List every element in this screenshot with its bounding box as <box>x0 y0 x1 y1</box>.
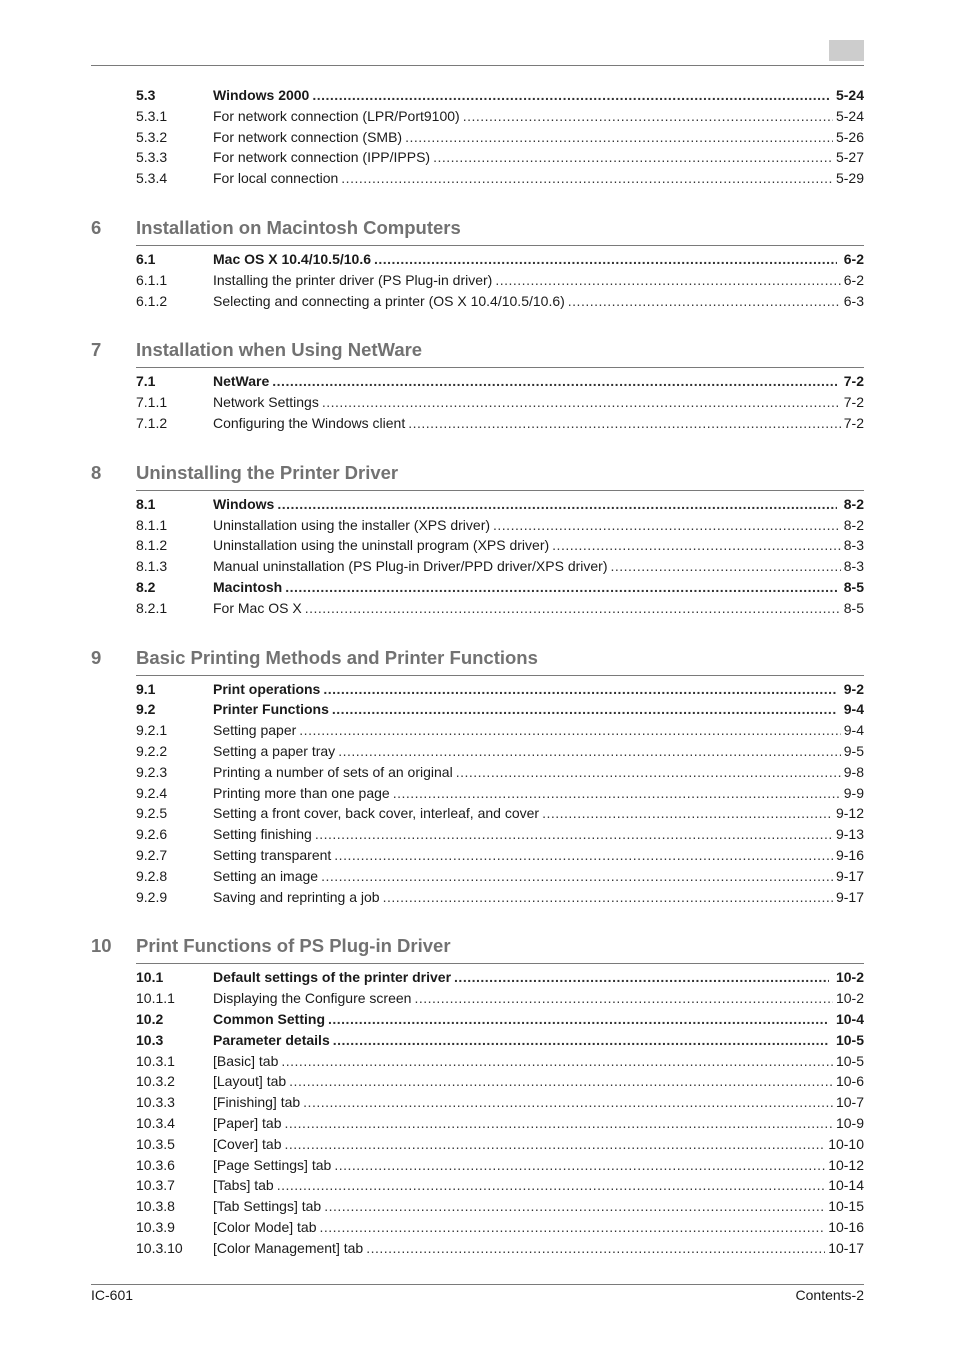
toc-entry[interactable] <box>136 866 864 886</box>
toc-entry-page: 5-29 <box>835 170 864 187</box>
chapter-rule <box>136 245 864 246</box>
toc-entry-number: 7.1 <box>136 373 156 390</box>
header-rule <box>91 65 864 66</box>
toc-entry[interactable] <box>136 1196 864 1216</box>
toc-entry-number: 10.3.8 <box>136 1198 175 1215</box>
toc-entry-number: 6.1.2 <box>136 292 168 309</box>
toc-entry-number: 9.2.6 <box>136 826 168 843</box>
toc-entry-page: 10-5 <box>835 1052 864 1069</box>
toc-entry-title: For network connection (LPR/Port9100) <box>213 107 460 124</box>
toc-entry-title: Uninstallation using the uninstall program (XPS driver) <box>213 537 550 554</box>
toc-entry-number: 10.3.1 <box>136 1052 175 1069</box>
chapter-number: 6 <box>91 217 102 238</box>
toc-entry-number: 8.2.1 <box>136 599 168 616</box>
toc-entry[interactable] <box>136 988 864 1008</box>
footer-model: IC-601 <box>91 1287 134 1303</box>
toc-entry-number: 8.1.2 <box>136 537 168 554</box>
toc-entry-number: 10.1 <box>136 969 164 986</box>
dot-leader <box>272 371 836 391</box>
toc-entry-number: 8.1.1 <box>136 516 168 533</box>
dot-leader <box>305 598 841 618</box>
dot-leader <box>552 535 841 555</box>
toc-entry-number: 10.3.4 <box>136 1115 175 1131</box>
toc-entry-number: 9.2.5 <box>136 805 168 822</box>
chapter-number: 8 <box>91 461 102 483</box>
toc-entry-number: 10.3.5 <box>136 1135 175 1152</box>
dot-leader <box>281 1051 833 1071</box>
toc-entry-title: Setting transparent <box>213 847 332 863</box>
chapter-rule <box>136 367 864 368</box>
toc-entry-title: Setting a paper tray <box>213 743 336 759</box>
toc-entry-page: 10-4 <box>835 1011 864 1027</box>
toc-entry[interactable] <box>136 741 864 761</box>
toc-entry[interactable] <box>136 598 864 618</box>
toc-entry-title: Configuring the Windows client <box>213 415 406 431</box>
toc-entry-number: 9.1 <box>136 680 156 697</box>
toc-entry-page: 6-3 <box>843 292 864 309</box>
toc-entry-page: 9-16 <box>835 847 864 863</box>
dot-leader <box>454 967 829 987</box>
toc-entry-title: Network Settings <box>213 394 319 411</box>
toc-entry-page: 9-13 <box>835 826 864 843</box>
toc-entry-title: For Mac OS X <box>213 599 302 616</box>
toc-entry-title: Printing more than one page <box>213 784 390 801</box>
dot-leader <box>315 824 833 844</box>
toc-entry-page: 8-5 <box>843 599 864 616</box>
toc-entry-number: 5.3 <box>136 87 156 103</box>
toc-entry-title: Printing a number of sets of an original <box>213 763 453 780</box>
dot-leader <box>568 291 841 311</box>
toc-entry-number: 10.3.6 <box>136 1156 175 1173</box>
toc-entry[interactable] <box>136 1113 864 1133</box>
dot-leader <box>312 85 829 105</box>
chapter-rule <box>136 963 864 964</box>
toc-entry-title: NetWare <box>213 373 270 390</box>
toc-entry[interactable] <box>136 413 864 433</box>
dot-leader <box>285 577 837 597</box>
toc-entry-page: 9-8 <box>843 763 864 780</box>
toc-entry[interactable] <box>136 1009 864 1029</box>
dot-leader <box>393 783 841 803</box>
chapter-heading[interactable] <box>91 461 864 485</box>
toc-entry-page: 10-16 <box>828 1219 864 1235</box>
toc-entry-title: [Layout] tab <box>213 1073 287 1090</box>
toc-entry-number: 9.2 <box>136 701 156 718</box>
chapter-title: Print Functions of PS Plug-in Driver <box>136 935 451 957</box>
chapter-number: 10 <box>91 935 112 957</box>
dot-leader <box>284 1134 825 1154</box>
toc-entry[interactable] <box>136 515 864 535</box>
toc-entry[interactable] <box>136 1030 864 1050</box>
toc-entry[interactable] <box>136 494 864 514</box>
toc-entry-title: Mac OS X 10.4/10.5/10.6 <box>213 251 371 267</box>
chapter-number: 9 <box>91 646 102 668</box>
toc-entry-title: Common Setting <box>213 1011 325 1027</box>
toc-entry-number: 9.2.3 <box>136 763 168 780</box>
dot-leader <box>320 1217 826 1237</box>
toc-entry-title: Default settings of the printer driver <box>213 969 452 986</box>
toc-entry[interactable] <box>136 720 864 740</box>
dot-leader <box>334 845 833 865</box>
dot-leader <box>383 887 833 907</box>
toc-entry-title: Windows 2000 <box>213 87 310 103</box>
toc-entry-page: 6-2 <box>843 251 864 267</box>
toc-entry-page: 9-17 <box>835 888 864 905</box>
toc-entry-number: 8.1.3 <box>136 558 168 575</box>
toc-entry-number: 9.2.8 <box>136 867 168 884</box>
chapter-heading[interactable] <box>91 646 864 670</box>
toc-entry[interactable] <box>136 1071 864 1091</box>
toc-entry[interactable] <box>136 1134 864 1154</box>
toc-entry[interactable] <box>136 679 864 699</box>
chapter-rule <box>136 675 864 676</box>
dot-leader <box>323 679 836 699</box>
chapter-heading[interactable] <box>91 338 864 362</box>
chapter-title: Installation on Macintosh Computers <box>136 217 461 238</box>
dot-leader <box>341 168 833 188</box>
toc-entry-title: Uninstallation using the installer (XPS driver) <box>213 516 491 533</box>
toc-entry-page: 10-7 <box>835 1094 864 1111</box>
toc-entry-page: 9-5 <box>843 743 864 759</box>
toc-entry-title: Print operations <box>213 680 321 697</box>
toc-entry-title: Manual uninstallation (PS Plug-in Driver/PPD driver/XPS driver) <box>213 558 608 575</box>
dot-leader <box>408 413 841 433</box>
footer-page-label: Contents-2 <box>795 1287 864 1303</box>
header-tab-marker <box>829 40 864 61</box>
toc-entry-number: 9.2.1 <box>136 722 168 739</box>
toc-entry-title: Setting paper <box>213 722 297 739</box>
toc-entry-title: Macintosh <box>213 579 283 595</box>
toc-entry-title: For local connection <box>213 170 339 187</box>
toc-entry-page: 10-9 <box>835 1115 864 1131</box>
toc-entry-page: 10-15 <box>828 1198 864 1215</box>
toc-entry-title: For network connection (IPP/IPPS) <box>213 149 431 166</box>
toc-entry-page: 8-5 <box>843 579 864 595</box>
toc-entry-number: 6.1.1 <box>136 271 168 288</box>
toc-entry-title: Displaying the Configure screen <box>213 990 412 1007</box>
toc-entry[interactable] <box>136 168 864 188</box>
toc-entry-page: 5-24 <box>835 87 864 103</box>
dot-leader <box>338 741 841 761</box>
toc-entry-number: 5.3.2 <box>136 128 168 145</box>
toc-entry-number: 5.3.4 <box>136 170 168 187</box>
toc-entry-number: 6.1 <box>136 251 156 267</box>
toc-entry-page: 8-2 <box>843 495 864 512</box>
toc-entry[interactable] <box>136 1092 864 1112</box>
toc-entry[interactable] <box>136 1238 864 1258</box>
toc-entry-page: 9-17 <box>835 867 864 884</box>
toc-entry-title: Setting an image <box>213 867 319 884</box>
toc-entry-number: 5.3.3 <box>136 149 168 166</box>
toc-entry[interactable] <box>136 845 864 865</box>
toc-entry-title: Saving and reprinting a job <box>213 888 380 905</box>
dot-leader <box>374 249 837 269</box>
toc-entry-page: 10-6 <box>835 1073 864 1090</box>
toc-entry-page: 8-2 <box>843 516 864 533</box>
dot-leader <box>277 1175 825 1195</box>
toc-entry-title: [Cover] tab <box>213 1135 282 1152</box>
toc-entry[interactable] <box>136 249 864 269</box>
toc-entry-page: 7-2 <box>843 394 864 411</box>
chapter-heading[interactable] <box>91 216 864 240</box>
toc-entry-title: [Tab Settings] tab <box>213 1198 322 1215</box>
toc-entry-number: 8.1 <box>136 495 156 512</box>
chapter-rule <box>136 490 864 491</box>
dot-leader <box>463 106 833 126</box>
toc-entry[interactable] <box>136 577 864 597</box>
chapter-title: Basic Printing Methods and Printer Functions <box>136 646 538 668</box>
toc-entry-page: 9-9 <box>843 784 864 801</box>
toc-entry-number: 7.1.2 <box>136 415 168 431</box>
toc-entry-page: 8-3 <box>843 558 864 575</box>
toc-entry-number: 10.3.10 <box>136 1239 183 1256</box>
toc-entry-title: [Paper] tab <box>213 1115 282 1131</box>
dot-leader <box>332 699 837 719</box>
toc-entry[interactable] <box>136 106 864 126</box>
toc-entry-title: [Color Mode] tab <box>213 1219 317 1235</box>
dot-leader <box>299 720 840 740</box>
dot-leader <box>324 1196 825 1216</box>
dot-leader <box>322 392 841 412</box>
dot-leader <box>321 866 833 886</box>
dot-leader <box>493 515 841 535</box>
toc-entry-page: 10-14 <box>828 1177 864 1194</box>
toc-entry-title: [Color Management] tab <box>213 1239 364 1256</box>
toc-entry-number: 10.3 <box>136 1031 164 1048</box>
toc-entry-page: 5-26 <box>835 128 864 145</box>
toc-entry-number: 10.1.1 <box>136 990 175 1007</box>
toc-entry[interactable] <box>136 127 864 147</box>
toc-entry-page: 7-2 <box>843 373 864 390</box>
toc-entry-page: 5-27 <box>835 149 864 166</box>
dot-leader <box>414 988 833 1008</box>
toc-entry-number: 7.1.1 <box>136 394 168 411</box>
toc-entry[interactable] <box>136 887 864 907</box>
chapter-heading[interactable] <box>91 934 864 958</box>
toc-entry[interactable] <box>136 762 864 782</box>
toc-entry-title: [Basic] tab <box>213 1052 279 1069</box>
toc-entry-title: Windows <box>213 495 275 512</box>
toc-entry-number: 10.3.9 <box>136 1219 175 1235</box>
toc-entry[interactable] <box>136 291 864 311</box>
toc-entry-page: 9-2 <box>843 680 864 697</box>
dot-leader <box>328 1009 829 1029</box>
toc-entry-number: 9.2.4 <box>136 784 168 801</box>
toc-entry-title: [Finishing] tab <box>213 1094 301 1111</box>
toc-entry-page: 9-4 <box>843 701 864 718</box>
toc-entry-page: 10-12 <box>828 1156 864 1173</box>
toc-entry-number: 10.3.2 <box>136 1073 175 1090</box>
toc-entry-title: [Page Settings] tab <box>213 1156 332 1173</box>
toc-entry-title: Installing the printer driver (PS Plug-in driver) <box>213 271 493 288</box>
dot-leader <box>495 270 840 290</box>
toc-entry-number: 9.2.7 <box>136 847 168 863</box>
dot-leader <box>334 1155 825 1175</box>
toc-entry-title: Selecting and connecting a printer (OS X 10.4/10.5/10.6) <box>213 292 565 309</box>
toc-entry-page: 7-2 <box>843 415 864 431</box>
toc-entry[interactable] <box>136 147 864 167</box>
toc-entry-page: 10-10 <box>828 1135 864 1152</box>
toc-entry-title: Parameter details <box>213 1031 330 1048</box>
toc-entry-page: 10-2 <box>835 969 864 986</box>
toc-entry[interactable] <box>136 392 864 412</box>
toc-entry[interactable] <box>136 803 864 823</box>
toc-entry[interactable] <box>136 967 864 987</box>
toc-entry[interactable] <box>136 1155 864 1175</box>
dot-leader <box>277 494 836 514</box>
toc-entry-number: 10.3.7 <box>136 1177 175 1194</box>
toc-entry-title: Printer Functions <box>213 701 329 718</box>
footer-rule <box>91 1284 864 1285</box>
toc-entry-page: 5-24 <box>835 107 864 124</box>
toc-entry[interactable] <box>136 824 864 844</box>
toc-entry-number: 10.3.3 <box>136 1094 175 1111</box>
toc-entry[interactable] <box>136 270 864 290</box>
toc-entry-number: 9.2.2 <box>136 743 168 759</box>
toc-entry-number: 8.2 <box>136 579 156 595</box>
toc-entry[interactable] <box>136 556 864 576</box>
dot-leader <box>456 762 841 782</box>
dot-leader <box>610 556 840 576</box>
dot-leader <box>289 1071 833 1091</box>
toc-entry-number: 10.2 <box>136 1011 164 1027</box>
toc-entry-title: Setting a front cover, back cover, interleaf, and cover <box>213 805 540 822</box>
toc-entry-title: For network connection (SMB) <box>213 128 403 145</box>
toc-entry-title: Setting finishing <box>213 826 312 843</box>
chapter-number: 7 <box>91 339 102 361</box>
toc-entry-page: 10-17 <box>828 1239 864 1256</box>
toc-entry[interactable] <box>136 699 864 719</box>
toc-entry-title: [Tabs] tab <box>213 1177 274 1194</box>
toc-entry[interactable] <box>136 371 864 391</box>
toc-entry-page: 8-3 <box>843 537 864 554</box>
toc-entry[interactable] <box>136 1051 864 1071</box>
toc-entry[interactable] <box>136 1217 864 1237</box>
toc-entry-number: 5.3.1 <box>136 107 168 124</box>
dot-leader <box>303 1092 833 1112</box>
chapter-title: Uninstalling the Printer Driver <box>136 461 399 483</box>
dot-leader <box>285 1113 833 1133</box>
toc-entry[interactable] <box>136 535 864 555</box>
toc-entry[interactable] <box>136 1175 864 1195</box>
toc-entry-page: 10-5 <box>835 1031 864 1048</box>
dot-leader <box>333 1030 829 1050</box>
toc-entry-page: 9-12 <box>835 805 864 822</box>
toc-entry-page: 9-4 <box>843 722 864 739</box>
toc-entry-number: 9.2.9 <box>136 888 168 905</box>
toc-entry-page: 10-2 <box>835 990 864 1007</box>
chapter-title: Installation when Using NetWare <box>136 339 423 361</box>
toc-entry[interactable] <box>136 783 864 803</box>
dot-leader <box>433 147 833 167</box>
dot-leader <box>542 803 833 823</box>
dot-leader <box>366 1238 825 1258</box>
dot-leader <box>405 127 833 147</box>
toc-entry[interactable] <box>136 85 864 105</box>
toc-entry-page: 6-2 <box>843 271 864 288</box>
